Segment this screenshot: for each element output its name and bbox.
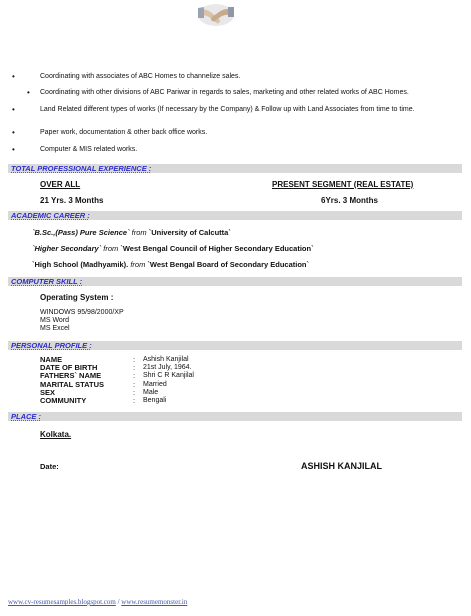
bullet-icon: • bbox=[12, 72, 15, 81]
section-header-academic bbox=[8, 211, 462, 220]
personal-value: Bengali bbox=[143, 397, 167, 404]
section-header-experience bbox=[8, 164, 462, 173]
personal-label: MARITAL STATUS bbox=[40, 379, 105, 389]
skill-item: MS Word bbox=[40, 317, 70, 324]
institution: `West Bengal Council of Higher Secondary Education` bbox=[120, 244, 314, 253]
colon: : bbox=[133, 387, 136, 397]
from-text: from bbox=[129, 228, 149, 237]
skill-item: WINDOWS 95/98/2000/XP bbox=[40, 309, 124, 316]
os-heading: Operating System : bbox=[40, 293, 114, 302]
date-label: Date: bbox=[40, 462, 59, 471]
personal-value: Shri C R Kanjilal bbox=[143, 372, 194, 380]
footer-links bbox=[8, 598, 187, 606]
skill-item: MS Excel bbox=[40, 325, 70, 332]
personal-label: COMMUNITY bbox=[40, 396, 87, 405]
present-segment-value: 6Yrs. 3 Months bbox=[321, 196, 378, 205]
footer-link-blogspot[interactable]: www.cv-resumesamples.blogspot.com bbox=[8, 598, 116, 606]
list-item bbox=[32, 260, 309, 269]
bullet-text: Computer & MIS related works. bbox=[40, 146, 138, 153]
overall-label: OVER ALL bbox=[40, 180, 81, 189]
section-title: ACADEMIC CAREER : bbox=[11, 211, 90, 220]
footer-separator: / bbox=[115, 598, 122, 606]
place-value: Kolkata. bbox=[40, 430, 72, 439]
degree: `High School (Madhyamik). bbox=[32, 260, 129, 269]
bullet-text: Land Related different types of works (If necessary by the Company) & Follow up with Land Associates from time to time. bbox=[40, 106, 415, 113]
handshake-logo-icon bbox=[197, 2, 235, 28]
overall-value: 21 Yrs. 3 Months bbox=[40, 196, 104, 205]
bullet-icon: • bbox=[12, 105, 15, 114]
bullet-text: Coordinating with other divisions of ABC Pariwar in regards to sales, marketing and other related works of ABC Homes. bbox=[40, 89, 409, 96]
personal-label: DATE OF BIRTH bbox=[40, 363, 98, 373]
colon: : bbox=[133, 371, 136, 381]
colon: : bbox=[133, 379, 136, 389]
from-text: from bbox=[101, 244, 121, 253]
list-item bbox=[32, 244, 314, 253]
degree: `Higher Secondary` bbox=[32, 244, 102, 253]
bullet-icon: • bbox=[12, 128, 15, 137]
list-item bbox=[32, 228, 231, 237]
bullet-icon: • bbox=[27, 88, 30, 97]
section-title: PLACE : bbox=[11, 412, 41, 421]
footer-link-resumemonster[interactable]: www.resumemonster.in bbox=[121, 598, 188, 606]
colon: : bbox=[133, 363, 136, 373]
from-text: from bbox=[128, 260, 148, 269]
degree: `B.Sc.,(Pass) Pure Science` bbox=[32, 228, 130, 237]
section-title: TOTAL PROFESSIONAL EXPERIENCE : bbox=[11, 164, 152, 173]
bullet-icon: • bbox=[12, 145, 15, 154]
personal-value: 21st July, 1964. bbox=[143, 364, 192, 372]
section-title: PERSONAL PROFILE : bbox=[11, 341, 92, 350]
personal-label: FATHERS` NAME bbox=[40, 371, 102, 381]
colon: : bbox=[133, 355, 136, 364]
section-header-personal bbox=[8, 341, 462, 350]
colon: : bbox=[133, 396, 136, 405]
personal-label: SEX bbox=[40, 387, 56, 397]
institution: `West Bengal Board of Secondary Education` bbox=[147, 260, 309, 269]
section-header-computer bbox=[8, 277, 462, 286]
section-title: COMPUTER SKILL : bbox=[11, 277, 83, 286]
signature-name: ASHISH KANJILAL bbox=[301, 461, 383, 471]
personal-label: NAME bbox=[40, 355, 63, 364]
institution: `University of Calcutta` bbox=[148, 228, 231, 237]
present-segment-label: PRESENT SEGMENT (REAL ESTATE) bbox=[272, 180, 414, 189]
bullet-text: Paper work, documentation & other back office works. bbox=[40, 129, 208, 136]
bullet-text: Coordinating with associates of ABC Homes to channelize sales. bbox=[40, 73, 241, 80]
personal-value: Married bbox=[143, 380, 167, 388]
personal-value: Ashish Kanjilal bbox=[143, 356, 189, 363]
section-header-place bbox=[8, 412, 462, 421]
personal-value: Male bbox=[143, 388, 159, 396]
